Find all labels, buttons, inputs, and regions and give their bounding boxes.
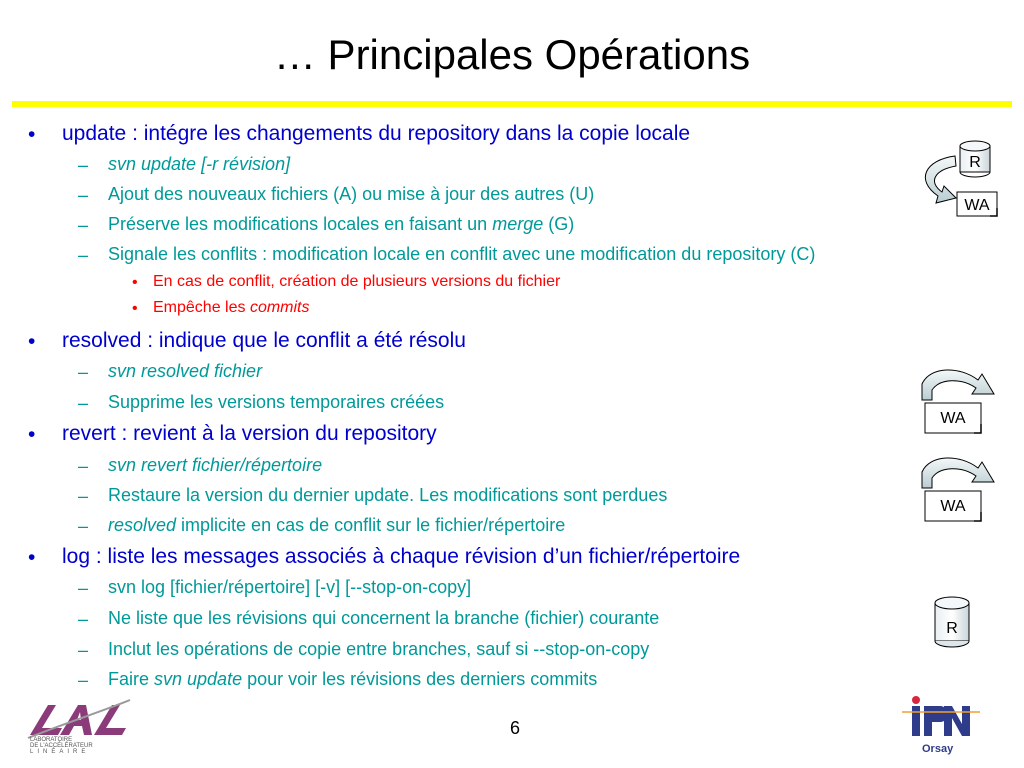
page-number: 6 <box>509 718 520 738</box>
resolved-remove: Supprime les versions temporaires créées <box>108 392 445 412</box>
item-revert: revert : revient à la version du repository <box>62 422 437 445</box>
dash: – <box>78 670 89 690</box>
loop-arrow-icon <box>922 458 994 488</box>
svg-text:Orsay: Orsay <box>922 743 954 755</box>
sub-bullet: • <box>132 300 138 317</box>
dash: – <box>78 245 89 265</box>
dash: – <box>78 486 89 506</box>
update-blocks-a: Empêche les <box>153 299 250 316</box>
repository-cylinder-icon <box>935 597 969 647</box>
working-area-box <box>925 491 981 521</box>
log-hint-svn-update: svn update <box>154 669 243 689</box>
update-preserve-merge: merge <box>492 214 544 234</box>
log-hint-c: pour voir les révisions des derniers commits <box>242 669 598 689</box>
revert-command: svn revert fichier/répertoire <box>108 455 323 475</box>
dash: – <box>78 393 89 413</box>
bullet: • <box>28 546 36 569</box>
update-command: svn update [-r révision] <box>108 154 291 174</box>
dash: – <box>78 215 89 235</box>
update-preserve-c: (G) <box>543 214 575 234</box>
curved-arrow-icon <box>925 156 956 203</box>
item-log: log : liste les messages associés à chaque révision d’un fichier/répertoire <box>62 545 741 568</box>
repository-label: R <box>946 620 958 637</box>
bullet: • <box>28 330 36 353</box>
update-diagram <box>925 141 997 216</box>
dash: – <box>78 609 89 629</box>
ipn-logo <box>902 696 980 755</box>
revert-restore: Restaure la version du dernier update. Les modifications sont perdues <box>108 485 668 505</box>
working-area-label: WA <box>964 197 990 214</box>
item-update-text: intégre les changements du repository dans la copie locale <box>143 122 691 145</box>
revert-diagram <box>922 458 994 521</box>
svg-text:LINÉAIRE: LINÉAIRE <box>30 749 90 755</box>
lal-logo <box>28 700 130 755</box>
svg-text:DE L'ACCÉLÉRATEUR: DE L'ACCÉLÉRATEUR <box>30 743 93 749</box>
revert-implicit-resolved: resolved <box>108 515 177 535</box>
dash: – <box>78 155 89 175</box>
sub-bullet: • <box>132 274 138 291</box>
svg-text:LABORATOIRE: LABORATOIRE <box>30 737 73 743</box>
log-branch: Ne liste que les révisions qui concernent la branche (fichier) courante <box>108 608 660 628</box>
working-area-label: WA <box>940 498 966 515</box>
bullet: • <box>28 123 36 146</box>
working-area-box <box>957 192 997 216</box>
working-area-box <box>925 403 981 433</box>
repository-label: R <box>969 154 981 171</box>
update-preserve-a: Préserve les modifications locales en faisant un <box>108 214 493 234</box>
revert-implicit-rest: implicite en cas de conflit sur le fichier/répertoire <box>176 515 566 535</box>
working-area-label: WA <box>940 410 966 427</box>
log-hint-a: Faire <box>108 669 155 689</box>
update-conflicts: Signale les conflits : modification locale en conflit avec une modification du repository (C) <box>108 244 816 264</box>
dash: – <box>78 578 89 598</box>
loop-arrow-icon <box>922 370 994 400</box>
update-conflict-versions: En cas de conflit, création de plusieurs versions du fichier <box>153 273 561 290</box>
update-add: Ajout des nouveaux fichiers (A) ou mise à jour des autres (U) <box>108 184 595 204</box>
item-resolved: resolved : indique que le conflit a été résolu <box>62 329 466 352</box>
dash: – <box>78 185 89 205</box>
dash: – <box>78 456 89 476</box>
dash: – <box>78 640 89 660</box>
resolved-command: svn resolved fichier <box>108 361 263 381</box>
log-copy: Inclut les opérations de copie entre branches, sauf si --stop-on-copy <box>108 639 650 659</box>
dash: – <box>78 362 89 382</box>
bullet: • <box>28 423 36 446</box>
log-diagram <box>935 597 969 647</box>
slide-title: … Principales Opérations <box>273 31 751 78</box>
log-command: svn log [fichier/répertoire] [-v] [--stop-on-copy] <box>108 577 472 597</box>
resolved-diagram <box>922 370 994 433</box>
update-blocks-commits-word: commits <box>249 299 310 316</box>
dash: – <box>78 516 89 536</box>
repository-cylinder-icon <box>960 141 990 177</box>
item-update-head: update : <box>62 122 144 145</box>
